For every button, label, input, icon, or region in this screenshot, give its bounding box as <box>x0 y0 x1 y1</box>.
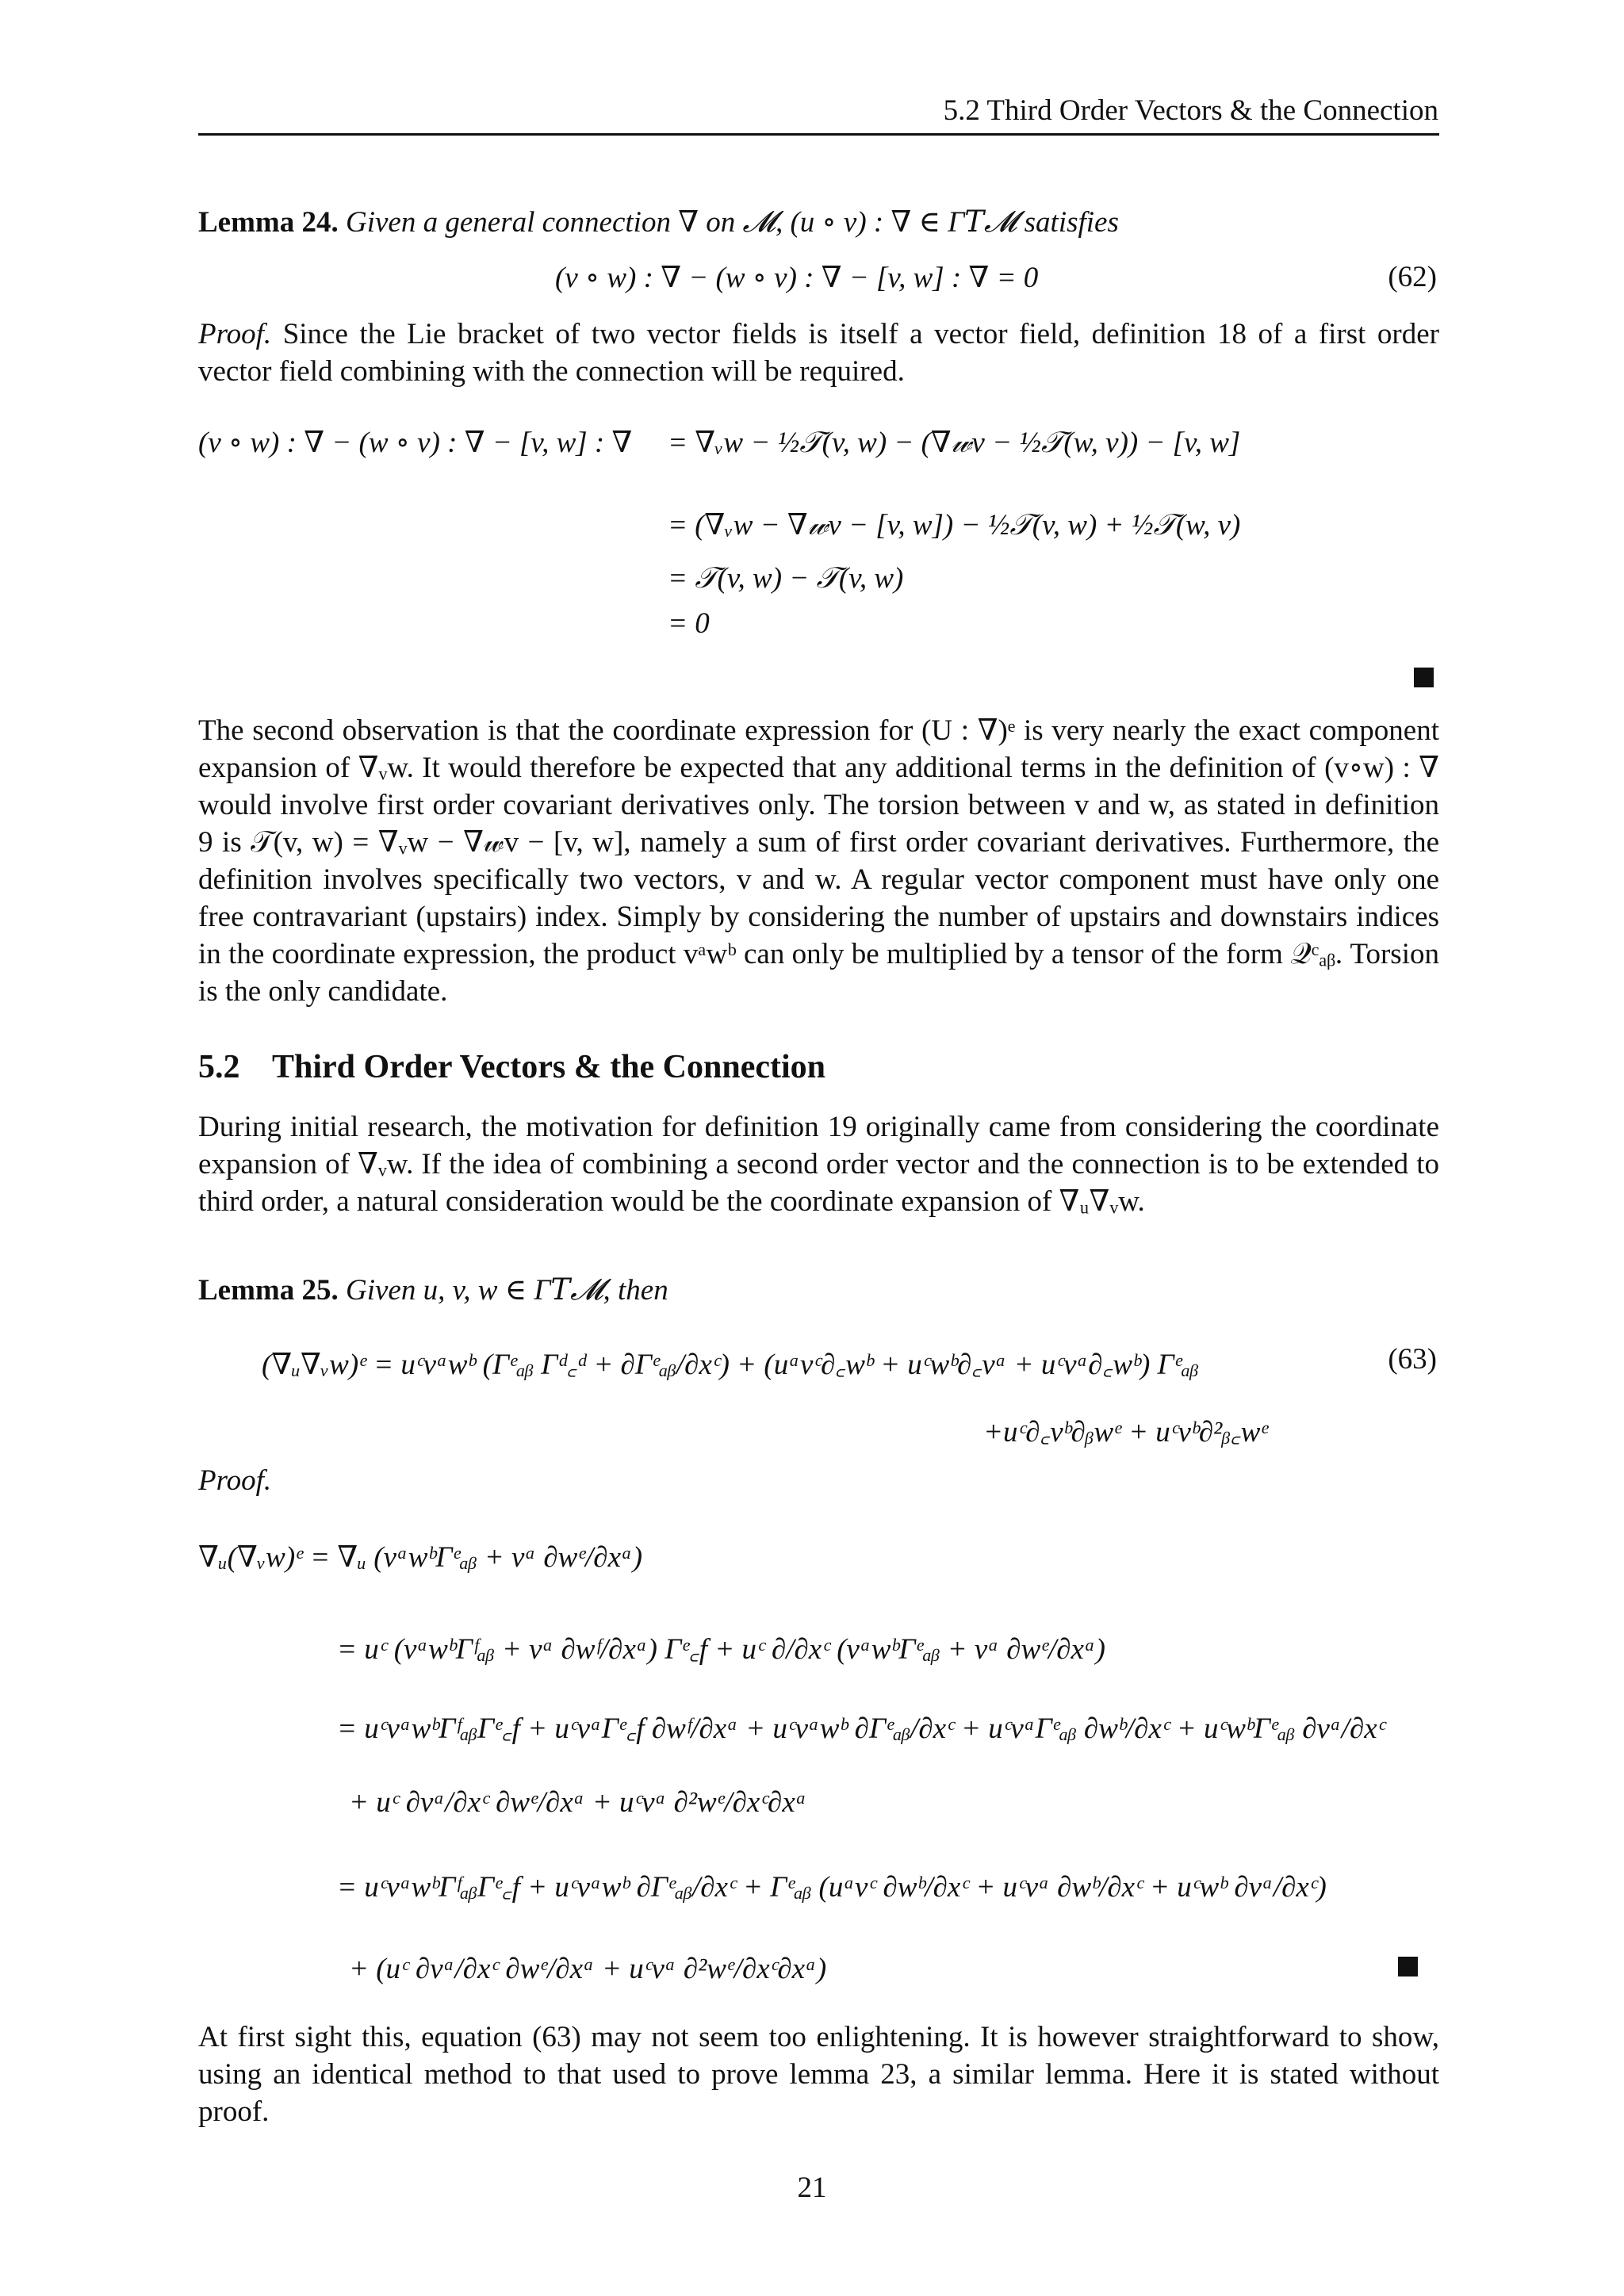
qed-square-icon <box>1414 668 1434 687</box>
lemma-24-label: Lemma 24. <box>198 206 339 239</box>
lemma-24-statement <box>198 205 1119 239</box>
section-title: Third Order Vectors & the Connection <box>272 1049 826 1085</box>
header-rule <box>198 133 1439 136</box>
equation-63-number: (63) <box>1388 1343 1437 1376</box>
proof-1-step-3: = 𝒯(v, w) − 𝒯(v, w) <box>668 562 904 595</box>
equation-63-line-2: +uᶜ∂꜀vᵇ∂ᵦwᵉ + uᶜvᵇ∂²ᵦ꜀wᵉ <box>983 1416 1268 1448</box>
research-paragraph: During initial research, the motivation for definition 19 originally came from considering the coordinate expansion of ∇ᵥw. If the idea of combining a second order vector and the connection is to be extended to third order, a natural consideration would be the coordinate expansion of ∇ᵤ∇ᵥw. <box>198 1111 1439 1218</box>
proof-2-line-2: = uᶜ (vᵃwᵇΓᶠₐᵦ + vᵃ ∂wᶠ/∂xᵃ) Γᵉ꜀f + uᶜ ∂/∂xᶜ (vᵃwᵇΓᵉₐᵦ + vᵃ ∂wᵉ/∂xᵃ) <box>337 1633 1106 1666</box>
proof-2-line-4: + uᶜ ∂vᵃ/∂xᶜ ∂wᵉ/∂xᵃ + uᶜvᵃ ∂²wᵉ/∂xᶜ∂xᵃ <box>349 1786 807 1819</box>
equation-62: (v ∘ w) : ∇ − (w ∘ v) : ∇ − [v, w] : ∇ = 0 <box>555 262 1039 294</box>
proof-2-label: Proof. <box>198 1464 272 1497</box>
proof-1-text: Since the Lie bracket of two vector fields is itself a vector field, definition 18 of a first order vector field combining with the connection will be required. <box>198 318 1440 388</box>
equation-63-line-1: (∇ᵤ∇ᵥw)ᵉ = uᶜvᵃwᵇ (Γᵉₐᵦ Γᵈ꜀ᵈ + ∂Γᵉₐᵦ/∂xᶜ) + (uᵃvᶜ∂꜀wᵇ + uᶜwᵇ∂꜀vᵃ + uᶜvᵃ∂꜀wᵇ) Γᵉₐᵦ <box>262 1349 1199 1381</box>
proof-1-step-4: = 0 <box>668 607 710 640</box>
running-head: 5.2 Third Order Vectors & the Connection <box>943 94 1438 127</box>
proof-1-step-1: = ∇ᵥw − ½𝒯(v, w) − (∇𝓌v − ½𝒯(w, v)) − [v, w] <box>668 427 1241 459</box>
proof-1-label: Proof. <box>198 318 272 350</box>
section-number: 5.2 <box>198 1049 240 1085</box>
lemma-25-statement <box>198 1272 668 1307</box>
observation-paragraph: The second observation is that the coordinate expression for (U : ∇)ᵉ is very nearly the exact component expansion of ∇ᵥw. It would therefore be expected that any additional terms in the definition of (v∘w) : ∇ would involve first order covariant derivatives only. The torsion between v and w, as stated in definition 9 is 𝒯(v, w) = ∇ᵥw − ∇𝓌v − [v, w], namely a sum of first order covariant derivatives. Furthermore, the definition involves specifically two vectors, v and w. A regular vector component must have only one free contravariant (upstairs) index. Simply by considering the number of upstairs and downstairs indices in the coordinate expression, the product vᵃwᵇ can only be multiplied by a tensor of the form 𝒬ᶜₐᵦ. Torsion is the only candidate. <box>198 714 1439 1008</box>
lemma-24-text: Given a general connection ∇ on 𝓜, (u ∘ v) : ∇ ∈ Γ𝑇𝓜 satisfies <box>346 206 1119 239</box>
proof-2-line-6: + (uᶜ ∂vᵃ/∂xᶜ ∂wᵉ/∂xᵃ + uᶜvᵃ ∂²wᵉ/∂xᶜ∂xᵃ) <box>349 1953 827 1985</box>
proof-1-intro <box>198 316 1439 390</box>
qed-square-icon <box>1398 1957 1418 1976</box>
closing-paragraph: At first sight this, equation (63) may not seem too enlightening. It is however straightforward to show, using an identical method to that used to prove lemma 23, a similar lemma. Here it is stated without proof. <box>198 2021 1439 2128</box>
proof-1-step-2: = (∇ᵥw − ∇𝓌v − [v, w]) − ½𝒯(v, w) + ½𝒯(w, v) <box>668 509 1241 541</box>
page-number: 21 <box>797 2172 827 2204</box>
proof-1-lhs: (v ∘ w) : ∇ − (w ∘ v) : ∇ − [v, w] : ∇ <box>198 427 633 459</box>
proof-2-line-3: = uᶜvᵃwᵇΓᶠₐᵦΓᵉ꜀f + uᶜvᵃΓᵉ꜀f ∂wᶠ/∂xᵃ + uᶜvᵃwᵇ ∂Γᵉₐᵦ/∂xᶜ + uᶜvᵃΓᵉₐᵦ ∂wᵇ/∂xᶜ + uᶜwᵇΓᵉₐᵦ ∂vᵃ/∂xᶜ <box>337 1712 1385 1745</box>
lemma-25-label: Lemma 25. <box>198 1274 339 1307</box>
proof-2-line-1: ∇ᵤ(∇ᵥw)ᵉ = ∇ᵤ (vᵃwᵇΓᵉₐᵦ + vᵃ ∂wᵉ/∂xᵃ) <box>198 1541 643 1574</box>
section-heading <box>198 1048 825 1086</box>
equation-62-number: (62) <box>1388 261 1437 293</box>
proof-2-line-5: = uᶜvᵃwᵇΓᶠₐᵦΓᵉ꜀f + uᶜvᵃwᵇ ∂Γᵉₐᵦ/∂xᶜ + Γᵉₐᵦ (uᵃvᶜ ∂wᵇ/∂xᶜ + uᶜvᵃ ∂wᵇ/∂xᶜ + uᶜwᵇ ∂vᵃ/∂xᶜ) <box>337 1871 1327 1904</box>
lemma-25-text: Given u, v, w ∈ Γ𝑇𝓜, then <box>346 1274 668 1307</box>
